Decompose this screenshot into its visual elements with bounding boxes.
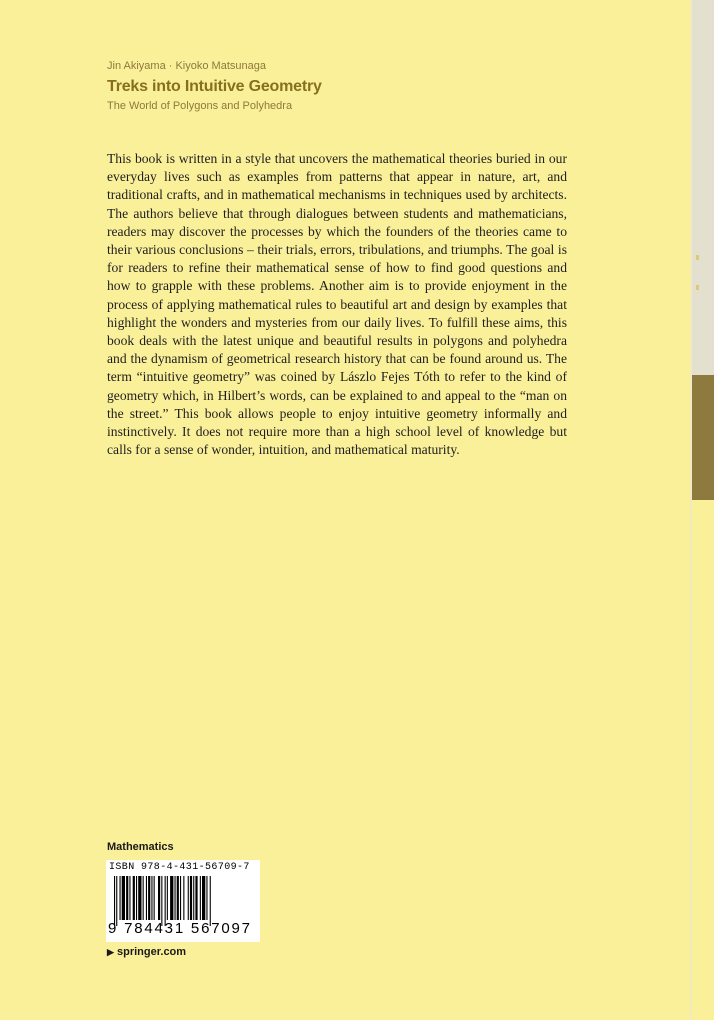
barcode-bar (148, 876, 150, 920)
authors: Jin Akiyama · Kiyoko Matsunaga (107, 60, 266, 72)
barcode-bar (170, 876, 173, 920)
spine-top-panel (690, 0, 714, 375)
arrow-icon: ▶ (107, 947, 114, 957)
barcode-bar (165, 876, 166, 926)
barcode-bar (154, 876, 155, 920)
barcode-bar (195, 876, 197, 920)
barcode-bar (158, 876, 160, 920)
barcode-bar (114, 876, 115, 926)
barcode-bar (126, 876, 128, 920)
barcode-bar (146, 876, 147, 920)
barcode-bar (193, 876, 194, 920)
barcode-bar (138, 876, 141, 920)
publisher-link[interactable] (107, 946, 186, 958)
barcode-bar (122, 876, 125, 920)
spine-mark (696, 285, 699, 290)
book-subtitle: The World of Polygons and Polyhedra (107, 100, 293, 112)
barcode-digits: 9 784431 567097 (108, 920, 252, 937)
barcode-bar (190, 876, 192, 920)
barcode-bars (114, 876, 254, 926)
barcode-bar (202, 876, 205, 920)
publisher-label: springer.com (116, 946, 187, 958)
spine-bottom-panel (690, 500, 714, 1020)
barcode (106, 860, 260, 942)
spine-strip (690, 0, 714, 1020)
barcode-bar (136, 876, 137, 920)
barcode-bar (133, 876, 135, 920)
spine-mark (696, 255, 699, 260)
barcode-bar (116, 876, 117, 926)
blurb-text: This book is written in a style that uncovers the mathematical theories buried in our everyday lives such as examples from patterns that appear in nature, art, and traditional crafts, and in mathematical mechanisms in techniques used by architects. The authors believe that through dialogues between students and mathematicians, readers may discover the processes by which the founders of the theories came to their various conclusions – their trials, errors, tribulations, and triumphs. The goal is for readers to refine their mathematical sense of how to find good questions and how to grapple with these problems. Another aim is to provide enjoyment in the process of applying mathematical rules to beautiful art and design by examples that highlight the wonders and mysteries from our daily lives. To fulfill these aims, this book deals with the latest unique and beautiful results in polygons and polyhedra and the dynamism of geometrical research history that can be found around us. The term “intuitive geometry” was coined by Lászlo Fejes Tóth to refer to the kind of geometry which, in Hilbert’s words, can be explained to and appeal to the “man on the street.” This book allows people to enjoy intuitive geometry informally and instinctively. It does not require more than a high school level of knowledge but calls for a sense of wonder, intuition, and mathematical maturity. (107, 151, 567, 458)
barcode-bar (206, 876, 207, 920)
barcode-bar (200, 876, 201, 920)
spine-edge-line (690, 0, 692, 1020)
barcode-bar (180, 876, 181, 920)
category-label: Mathematics (107, 841, 174, 853)
barcode-bar (143, 876, 144, 920)
book-title: Treks into Intuitive Geometry (107, 78, 322, 95)
barcode-bar (183, 876, 184, 920)
barcode-bar (210, 876, 211, 926)
barcode-bar (161, 876, 162, 926)
barcode-bar (188, 876, 189, 920)
barcode-bar (167, 876, 168, 920)
isbn-label: ISBN 978-4-431-56709-7 (109, 862, 250, 873)
barcode-bar (177, 876, 179, 920)
barcode-bar (129, 876, 130, 920)
spine-brown-band (690, 375, 714, 500)
barcode-bar (175, 876, 176, 920)
barcode-bar (120, 876, 121, 920)
header-block (107, 60, 322, 112)
barcode-bar (151, 876, 152, 920)
